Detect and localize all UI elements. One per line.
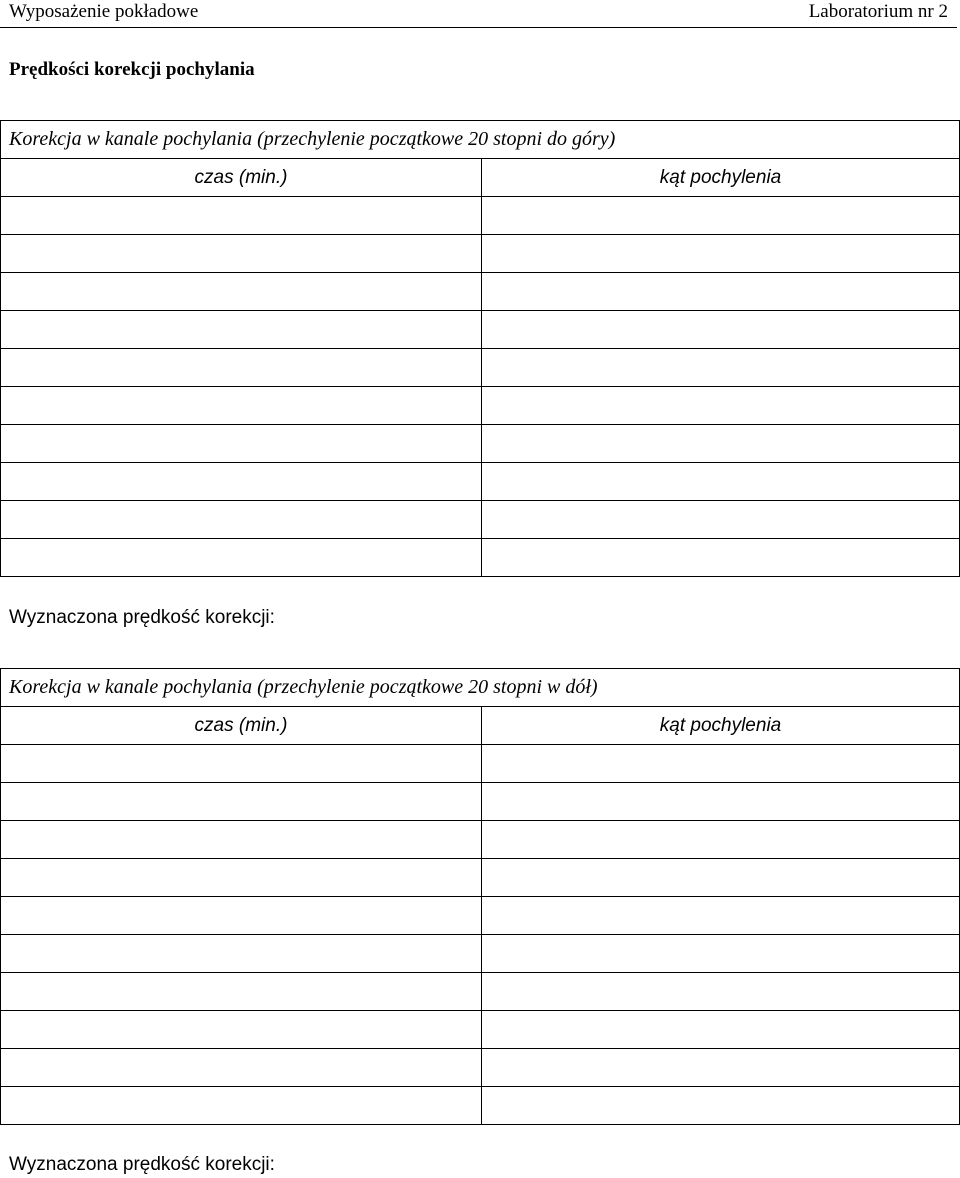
- table-row: [1, 1049, 960, 1087]
- header-lab-number: Laboratorium nr 2: [808, 1, 948, 22]
- angle-cell[interactable]: [482, 273, 960, 311]
- table-row: [1, 935, 960, 973]
- table-caption: Korekcja w kanale pochylania (przechylenie początkowe 20 stopni do góry): [1, 121, 960, 159]
- angle-cell[interactable]: [482, 859, 960, 897]
- table-row: [1, 1087, 960, 1125]
- angle-cell[interactable]: [482, 349, 960, 387]
- column-header-angle: kąt pochylenia: [482, 159, 960, 197]
- table-header-row: [1, 159, 960, 197]
- time-cell[interactable]: [1, 539, 482, 577]
- angle-cell[interactable]: [482, 1049, 960, 1087]
- table-row: [1, 463, 960, 501]
- angle-cell[interactable]: [482, 501, 960, 539]
- time-cell[interactable]: [1, 745, 482, 783]
- time-cell[interactable]: [1, 821, 482, 859]
- time-cell[interactable]: [1, 859, 482, 897]
- table-row: [1, 425, 960, 463]
- table-caption-row: [1, 121, 960, 159]
- angle-cell[interactable]: [482, 1011, 960, 1049]
- table-row: [1, 539, 960, 577]
- angle-cell[interactable]: [482, 235, 960, 273]
- time-cell[interactable]: [1, 1049, 482, 1087]
- angle-cell[interactable]: [482, 935, 960, 973]
- time-cell[interactable]: [1, 783, 482, 821]
- table-row: [1, 859, 960, 897]
- section-title: Prędkości korekcji pochylania: [9, 59, 255, 80]
- column-header-time: czas (min.): [1, 159, 482, 197]
- time-cell[interactable]: [1, 311, 482, 349]
- table-row: [1, 273, 960, 311]
- time-cell[interactable]: [1, 463, 482, 501]
- table-row: [1, 973, 960, 1011]
- angle-cell[interactable]: [482, 463, 960, 501]
- table-row: [1, 311, 960, 349]
- table-row: [1, 197, 960, 235]
- page-header: [0, 0, 957, 28]
- time-cell[interactable]: [1, 501, 482, 539]
- result-label: Wyznaczona prędkość korekcji:: [9, 607, 275, 628]
- table-caption: Korekcja w kanale pochylania (przechylenie początkowe 20 stopni w dół): [1, 669, 960, 707]
- table-row: [1, 745, 960, 783]
- table-caption-row: [1, 669, 960, 707]
- table-header-row: [1, 707, 960, 745]
- table-row: [1, 897, 960, 935]
- table-row: [1, 821, 960, 859]
- table-row: [1, 235, 960, 273]
- angle-cell[interactable]: [482, 1087, 960, 1125]
- time-cell[interactable]: [1, 935, 482, 973]
- time-cell[interactable]: [1, 387, 482, 425]
- angle-cell[interactable]: [482, 745, 960, 783]
- angle-cell[interactable]: [482, 539, 960, 577]
- time-cell[interactable]: [1, 1011, 482, 1049]
- time-cell[interactable]: [1, 425, 482, 463]
- header-course-title: Wyposażenie pokładowe: [9, 1, 199, 22]
- angle-cell[interactable]: [482, 387, 960, 425]
- angle-cell[interactable]: [482, 821, 960, 859]
- time-cell[interactable]: [1, 273, 482, 311]
- table-row: [1, 349, 960, 387]
- result-label: Wyznaczona prędkość korekcji:: [9, 1154, 275, 1175]
- time-cell[interactable]: [1, 197, 482, 235]
- table-row: [1, 501, 960, 539]
- angle-cell[interactable]: [482, 973, 960, 1011]
- column-header-time: czas (min.): [1, 707, 482, 745]
- table-row: [1, 387, 960, 425]
- angle-cell[interactable]: [482, 311, 960, 349]
- measurement-table-down: [0, 668, 960, 1125]
- angle-cell[interactable]: [482, 897, 960, 935]
- time-cell[interactable]: [1, 897, 482, 935]
- angle-cell[interactable]: [482, 783, 960, 821]
- column-header-angle: kąt pochylenia: [482, 707, 960, 745]
- time-cell[interactable]: [1, 973, 482, 1011]
- table-row: [1, 783, 960, 821]
- measurement-table-up: [0, 120, 960, 577]
- angle-cell[interactable]: [482, 197, 960, 235]
- time-cell[interactable]: [1, 349, 482, 387]
- time-cell[interactable]: [1, 1087, 482, 1125]
- table-row: [1, 1011, 960, 1049]
- time-cell[interactable]: [1, 235, 482, 273]
- angle-cell[interactable]: [482, 425, 960, 463]
